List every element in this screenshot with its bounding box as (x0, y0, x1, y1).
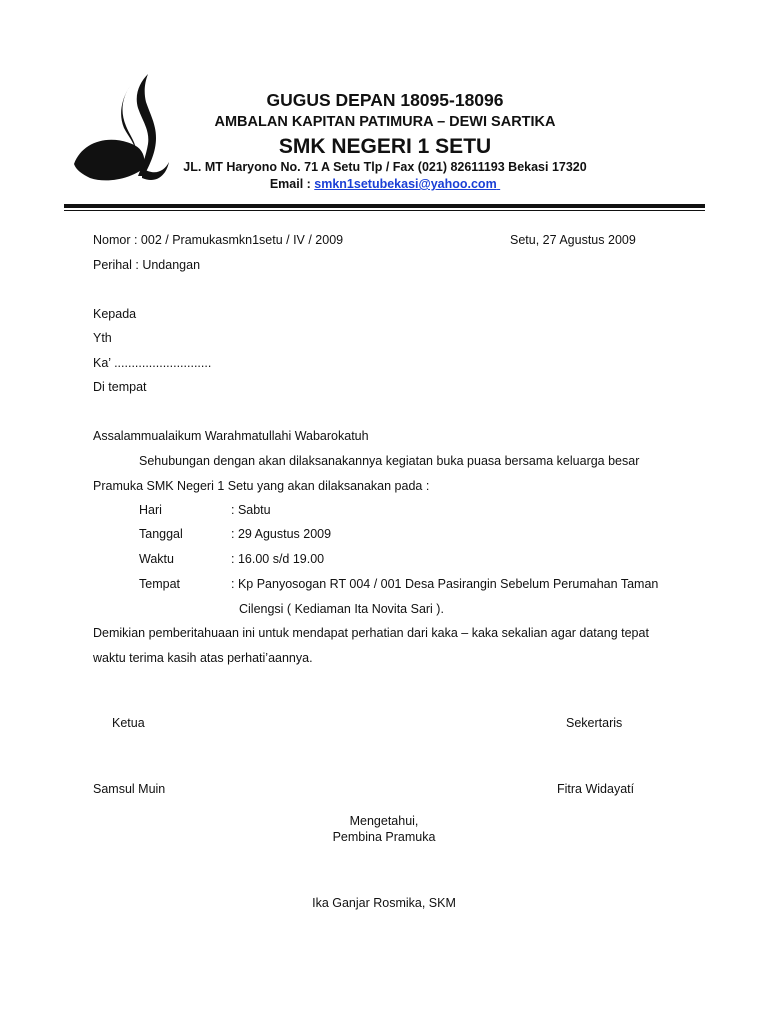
detail-label-time: Waktu (139, 552, 174, 566)
detail-value-time: : 16.00 s/d 19.00 (231, 552, 325, 566)
detail-label-place: Tempat (139, 577, 180, 591)
recipient-line4: Di tempat (93, 380, 147, 394)
header-line1: GUGUS DEPAN 18095-18096 (266, 90, 504, 110)
closing-line1: Demikian pemberitahuaan ini untuk mendapat perhatian dari kaka – kaka sekalian agar datang tepat (93, 626, 649, 640)
header-school-name: SMK NEGERI 1 SETU (278, 135, 492, 158)
email-link[interactable]: smkn1setubekasi@yahoo.com (314, 177, 497, 191)
recipient-line2: Yth (93, 331, 112, 345)
closing-line2: waktu terima kasih atas perhati’aannya. (93, 651, 313, 665)
email-label: Email : (269, 177, 315, 191)
letter-number: Nomor : 002 / Pramukasmkn1setu / IV / 2009 (93, 233, 344, 247)
detail-value-place: : Kp Panyosogan RT 004 / 001 Desa Pasirangin Sebelum Perumahan Taman (231, 577, 659, 591)
recipient-line1: Kepada (93, 307, 137, 321)
mengetahui-label: Mengetahui, (349, 814, 419, 828)
pembina-name: Ika Ganjar Rosmika, SKM (312, 896, 456, 910)
header-line2: AMBALAN KAPITAN PATIMURA – DEWI SARTIKA (214, 114, 556, 130)
header-email-line (180, 177, 590, 191)
detail-value-day: : Sabtu (231, 503, 271, 517)
detail-value-date: : 29 Agustus 2009 (231, 527, 332, 541)
letter-date: Setu, 27 Agustus 2009 (510, 233, 636, 247)
pramuka-emblem-icon (72, 72, 172, 192)
ketua-title: Ketua (112, 716, 145, 730)
sekertaris-name: Fitra Widayatí (557, 782, 635, 796)
header-rule-thin (64, 210, 705, 211)
detail-label-day: Hari (139, 503, 162, 517)
recipient-line3: Ka’ ............................ (93, 356, 212, 370)
header-rule-thick (64, 204, 705, 208)
header-address: JL. MT Haryono No. 71 A Setu Tlp / Fax (021) 82611193 Bekasi 17320 (183, 160, 587, 174)
letter-subject: Perihal : Undangan (93, 258, 201, 272)
pembina-title: Pembina Pramuka (332, 830, 436, 844)
ketua-name: Samsul Muin (93, 782, 166, 796)
detail-value-place-cont: Cilengsi ( Kediaman Ita Novita Sari ). (239, 602, 444, 616)
greeting: Assalammualaikum Warahmatullahi Wabarokatuh (93, 429, 369, 443)
paragraph1-line1: Sehubungan dengan akan dilaksanakannya kegiatan buka puasa bersama keluarga besar (139, 454, 640, 468)
paragraph1-line2: Pramuka SMK Negeri 1 Setu yang akan dilaksanakan pada : (93, 479, 430, 493)
sekertaris-title: Sekertaris (566, 716, 623, 730)
detail-label-date: Tanggal (139, 527, 183, 541)
